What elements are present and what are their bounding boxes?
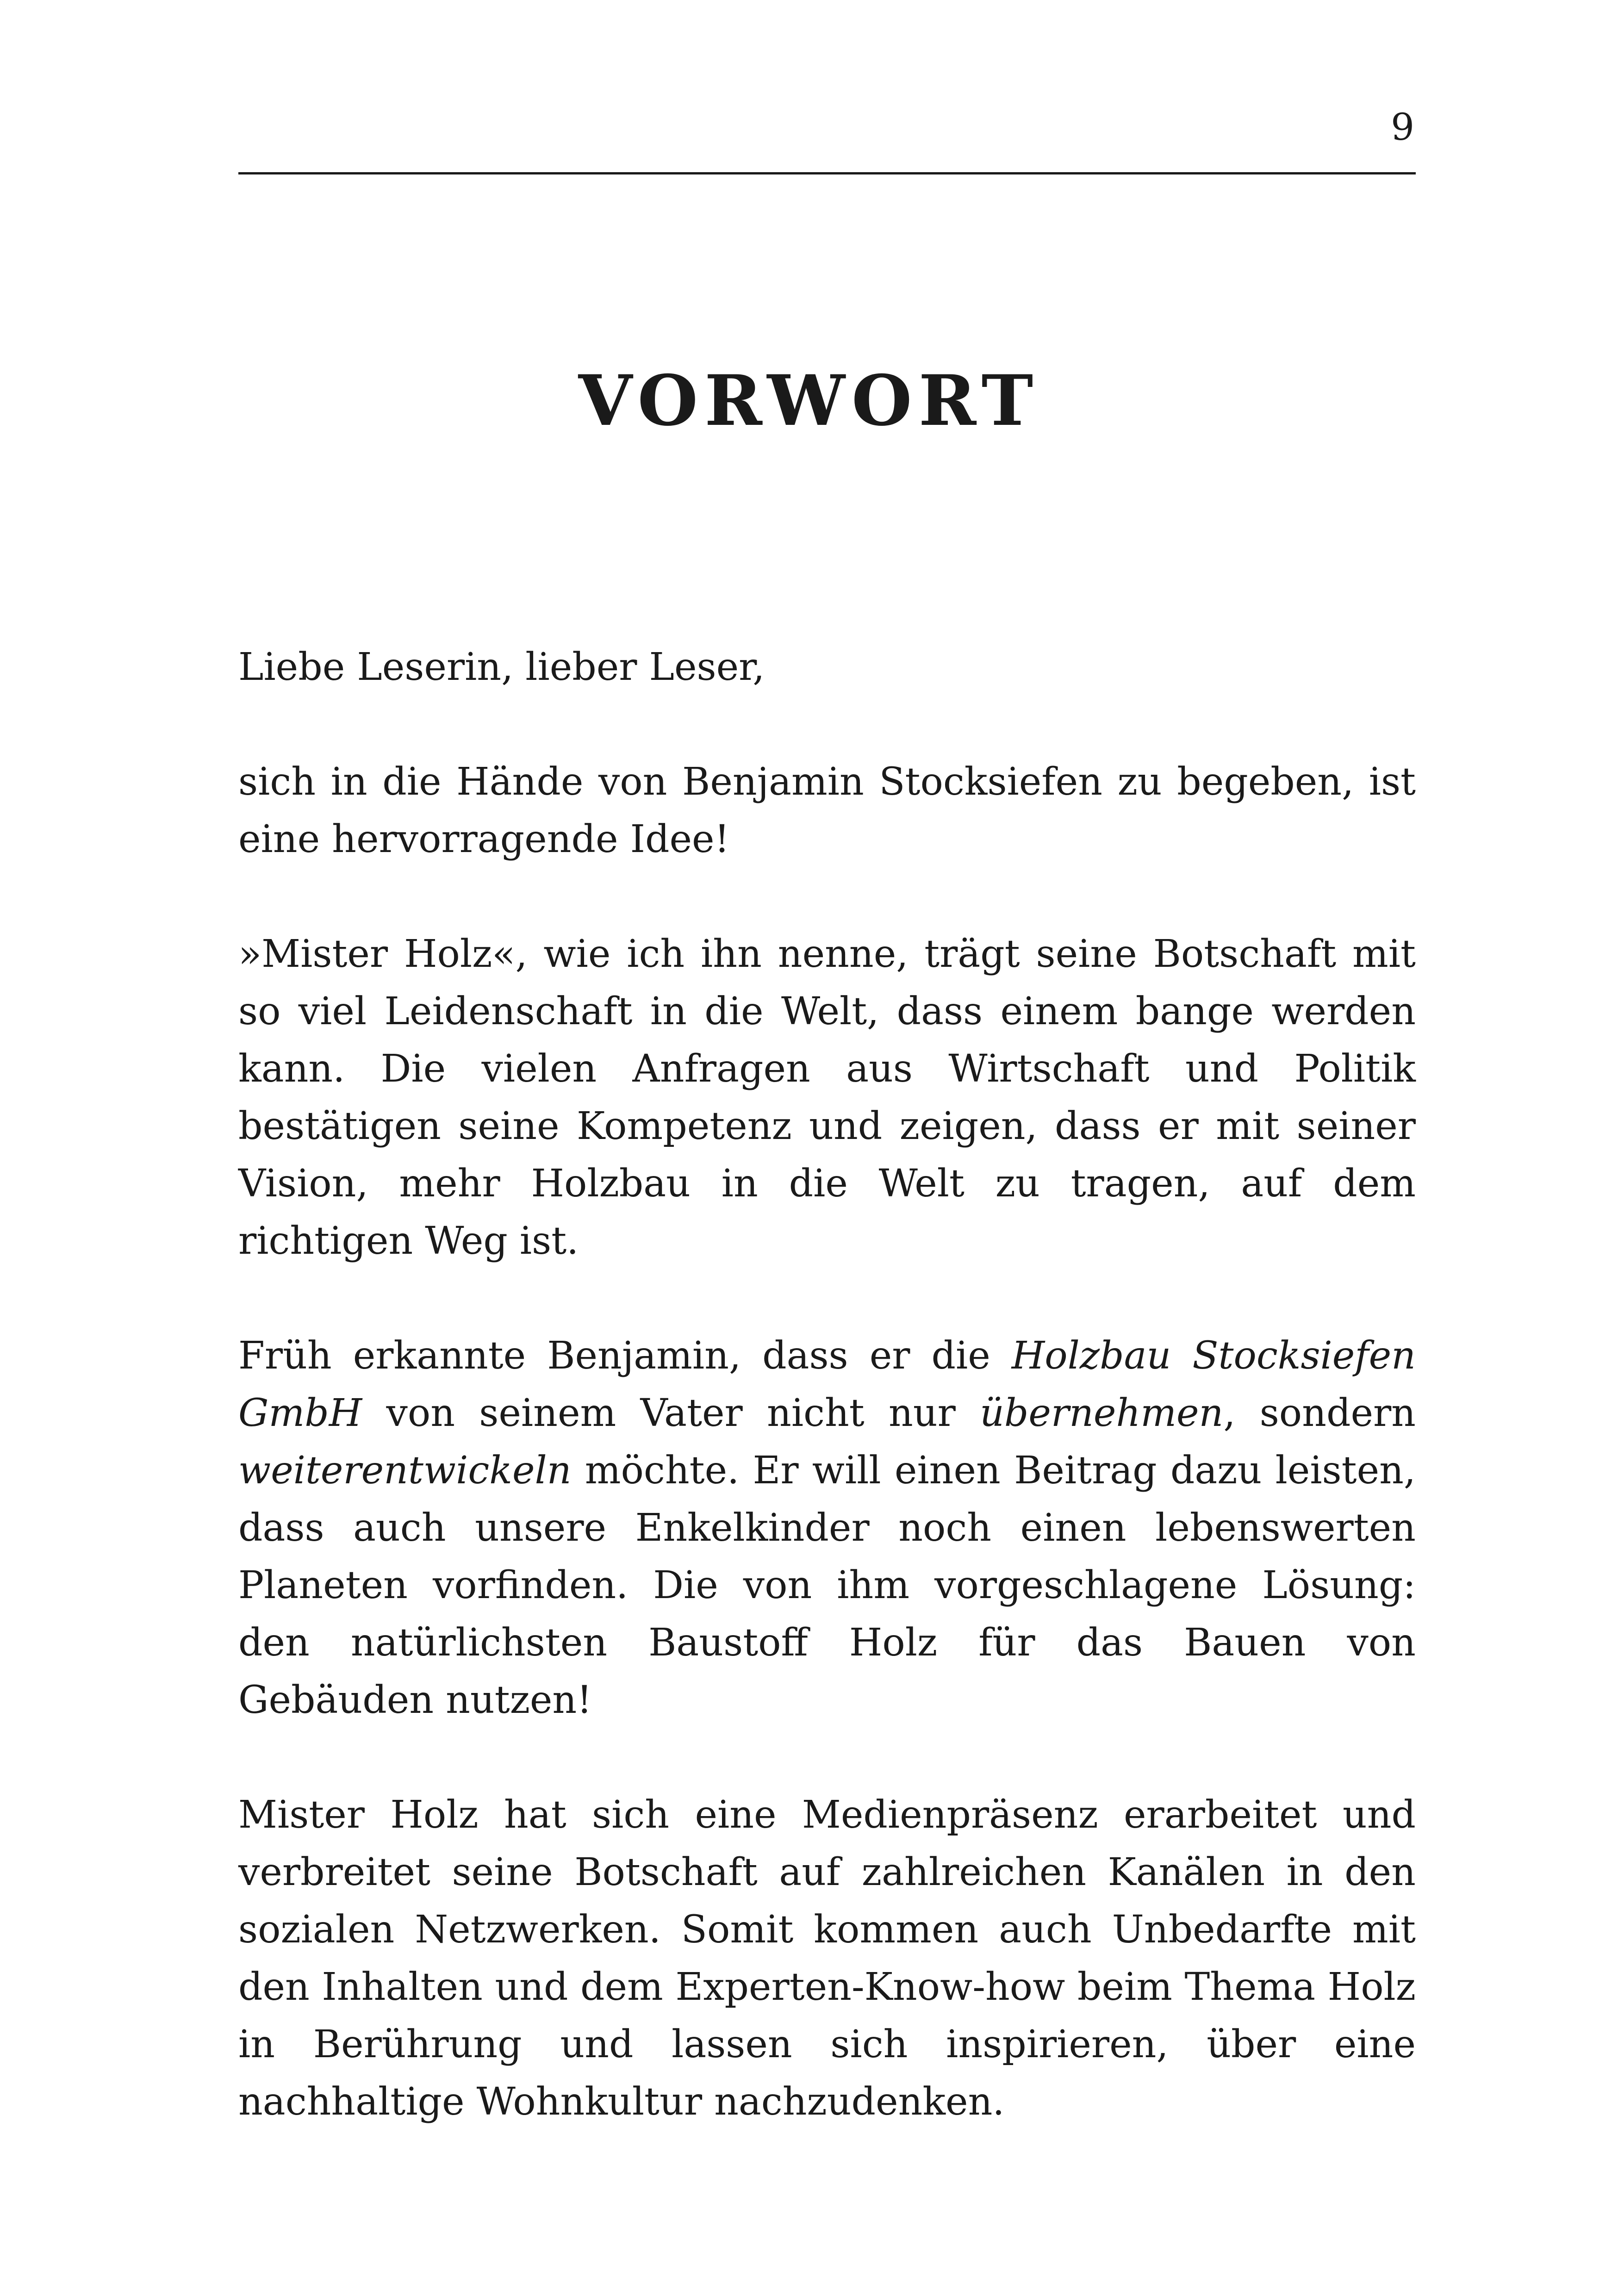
paragraph-3 [238,1327,1416,1729]
salutation: Liebe Leserin, lieber Leser, [238,645,765,689]
paragraph-3-text-1: Früh erkannte Benjamin, dass er die [238,1334,1012,1378]
company-name: Holzbau Stocksiefen GmbH [238,1334,1416,1435]
chapter-title: VORWORT [578,360,1040,442]
paragraph-2: »Mister Holz«, wie ich ihn nenne, trägt seine Botschaft mit so viel Leidenschaft in die Welt, dass einem bange werden kann. Die vielen Anfragen aus Wirtschaft und Politik bestätigen seine Kompetenz und zeigen, dass er mit seiner Vision, mehr Holzbau in die Welt zu tragen, auf dem richtigen Weg ist. [238,932,1416,1263]
paragraph-3-text-3: , sondern [1223,1391,1416,1435]
paragraph-3-text-2: von seinem Vater nicht nur [362,1391,980,1435]
paragraph-1: sich in die Hände von Benjamin Stocksiefen zu begeben, ist eine hervorragende Idee! [238,760,1416,861]
header-rule [238,172,1416,174]
paragraph-3-text-4: möchte. Er will einen Beitrag dazu leisten, dass auch unsere Enkelkinder noch einen lebenswerten Planeten vorfinden. Die von ihm vorgeschlagene Lösung: den natürlichsten Baustoff Holz für das Bauen von Gebäuden nutzen! [238,1449,1416,1722]
page-number: 9 [1391,106,1414,149]
body-text [238,639,1416,2131]
emphasis-develop: weiterentwickeln [238,1449,572,1493]
emphasis-take-over: übernehmen [980,1391,1224,1435]
paragraph-4: Mister Holz hat sich eine Medienpräsenz erarbeitet und verbreitet seine Botschaft auf zahlreichen Kanälen in den sozialen Netzwerken. Somit kommen auch Unbedarfte mit den Inhalten und dem Experten-Know-how beim Thema Holz in Berührung und lassen sich inspirieren, über eine nachhaltige Wohnkultur nachzudenken. [238,1793,1416,2124]
